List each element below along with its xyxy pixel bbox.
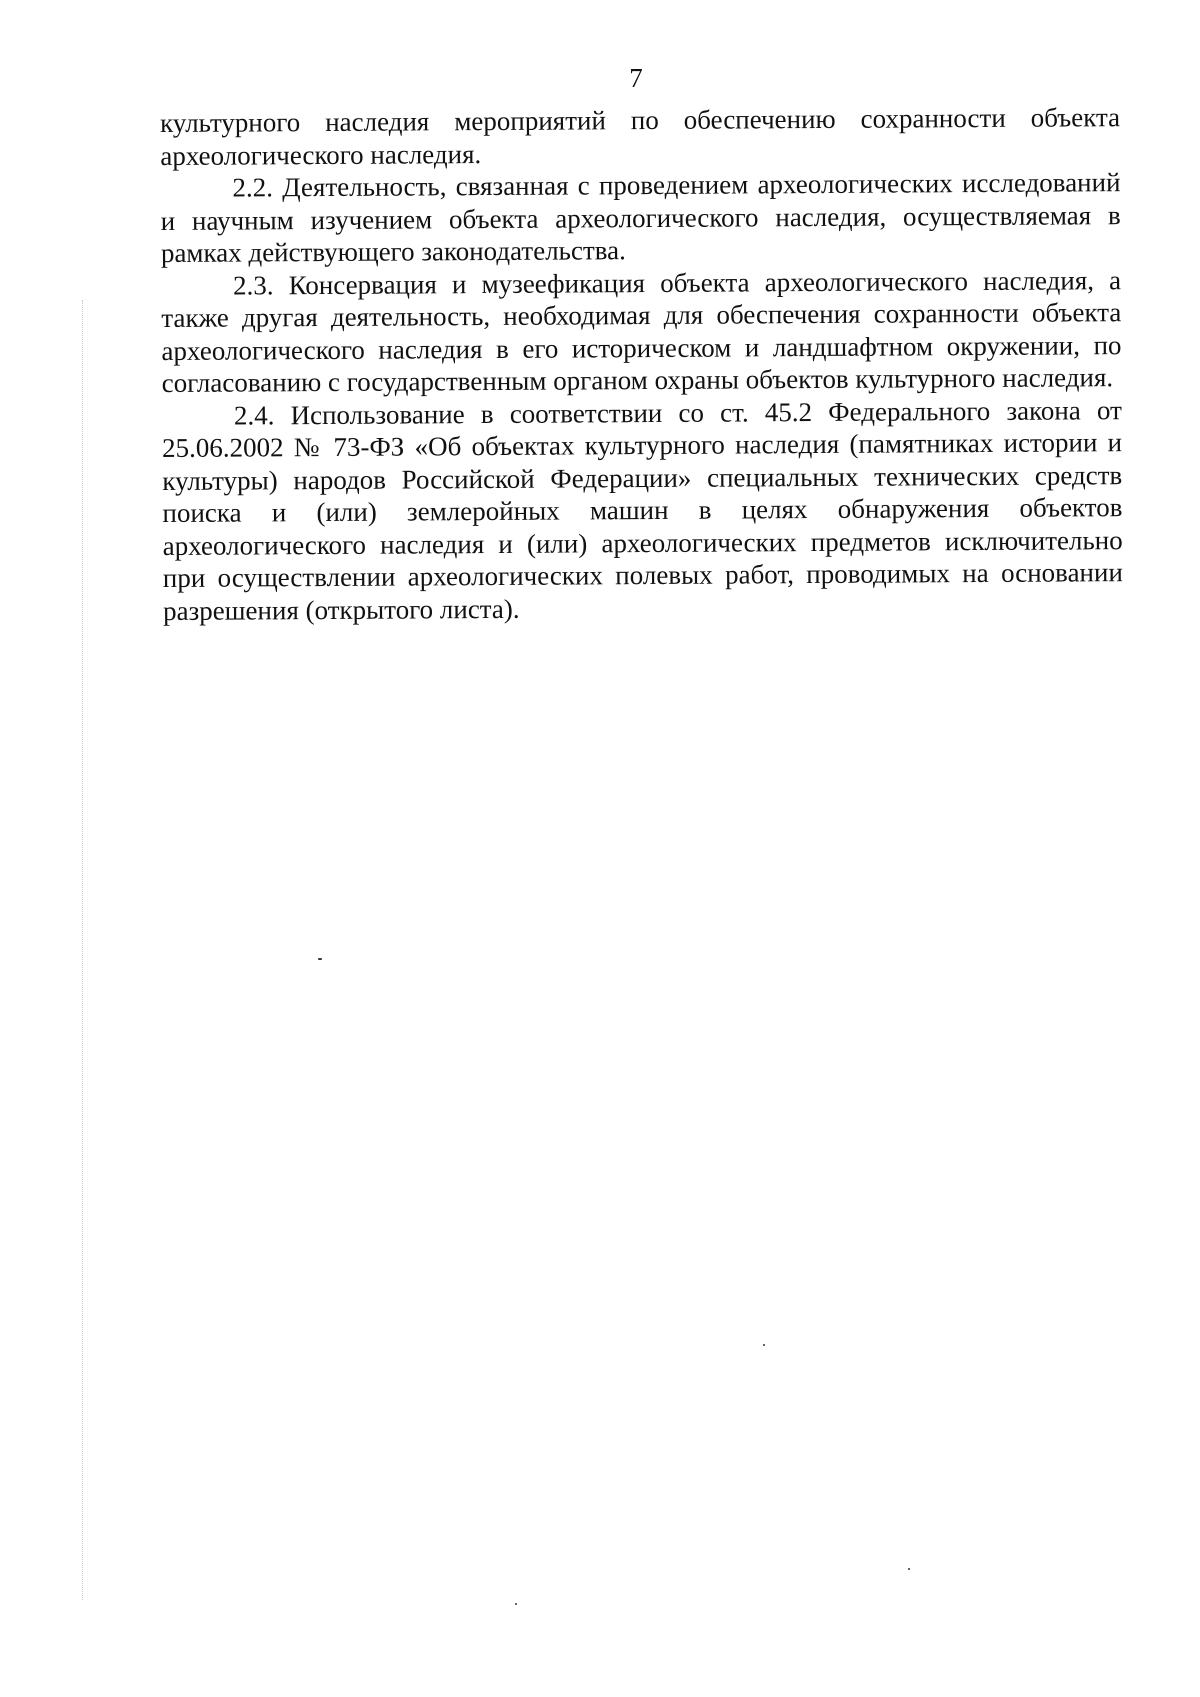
scan-speck [318, 958, 322, 960]
page-number: 7 [629, 63, 643, 93]
document-body [160, 101, 1123, 627]
paragraph-continuation: культурного наследия мероприятий по обеспечению сохранности объекта археологического наследия. [160, 102, 1121, 171]
paragraph-2-4: 2.4. Использование в соответствии со ст. 45.2 Федерального закона от 25.06.2002 № 73-ФЗ «Об объектах культурного наследия (памятниках истории и культуры) народов Российской Федерации» специальных технических средств поиска и (или) землеройных машин в целях обнаружения объектов археологического наследия и (или) археологических предметов исключительно при осуществлении археологических полевых работ, проводимых на основании разрешения (открытого листа). [161, 394, 1123, 626]
scan-speck [515, 1603, 517, 1605]
paragraph-2-3: 2.3. Консервация и музеефикация объекта археологического наследия, а также другая деятельность, необходимая для обеспечения сохранности объекта археологического наследия в его историческом и ландшафтном окружении, по согласованию с государственным органом охраны объектов культурного наследия. [161, 264, 1122, 398]
scan-speck [908, 1568, 910, 1570]
paragraph-2-2: 2.2. Деятельность, связанная с проведением археологических исследований и научным изучением объекта археологического наследия, осуществляемая в рамках действующего законодательства. [160, 167, 1121, 268]
scan-speck [763, 1344, 765, 1346]
scan-edge-dots [82, 300, 83, 1600]
